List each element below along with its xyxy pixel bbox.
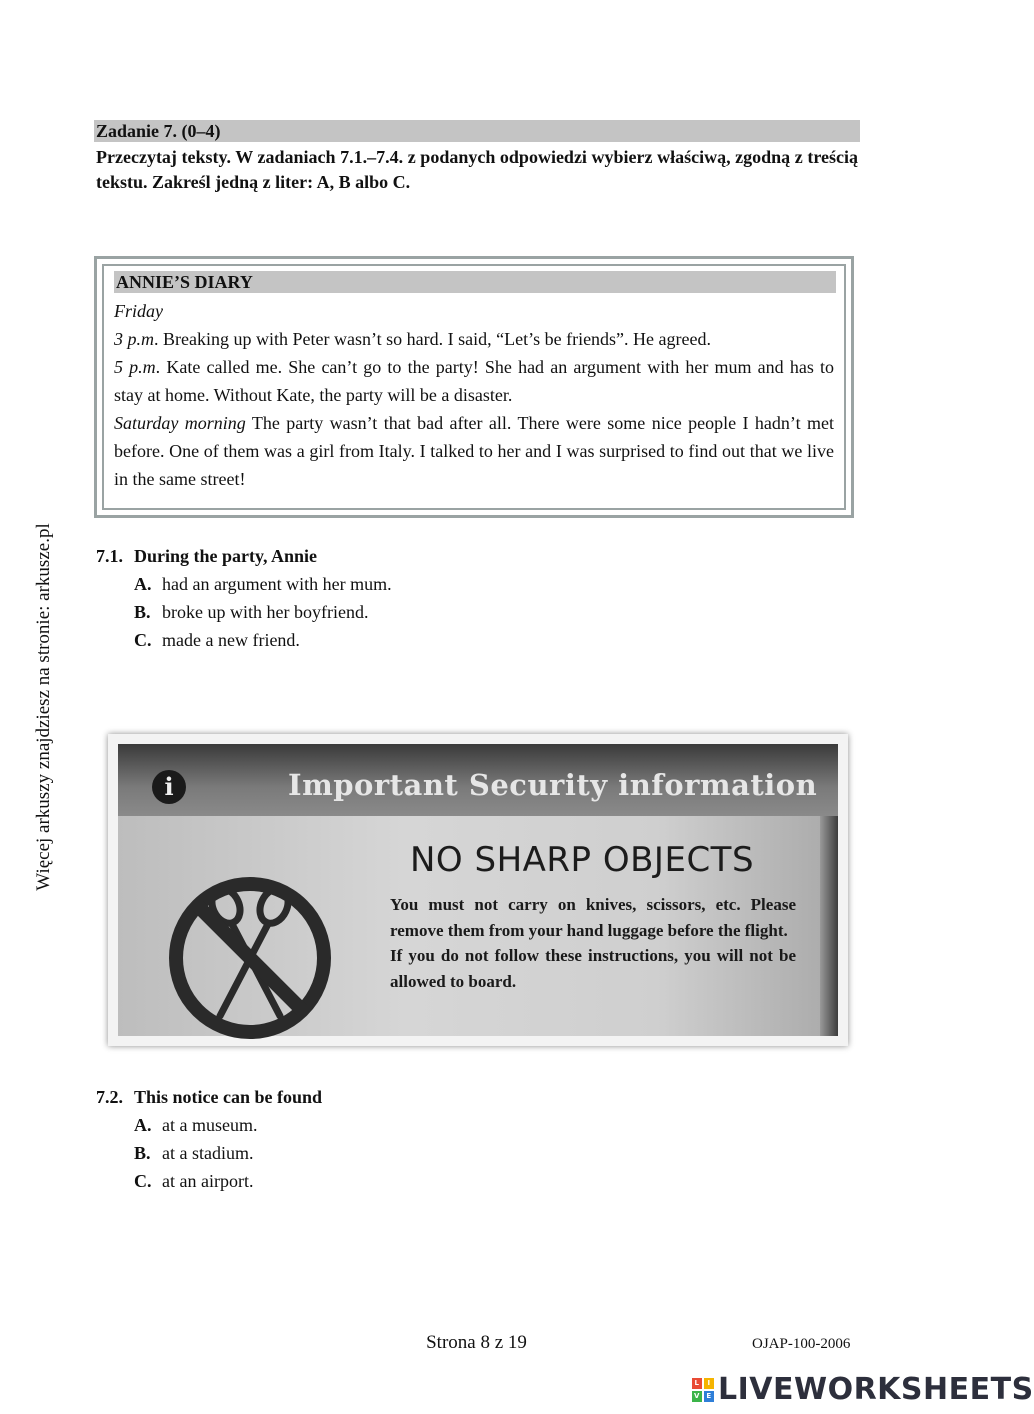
answer-option-b[interactable] bbox=[96, 1139, 856, 1167]
question-header bbox=[96, 542, 856, 570]
option-letter: B. bbox=[134, 1143, 151, 1163]
entry-3-time: Saturday morning bbox=[114, 413, 246, 433]
photo-content bbox=[118, 744, 838, 1036]
option-letter: B. bbox=[134, 602, 151, 622]
exam-code: OJAP-100-2006 bbox=[752, 1336, 851, 1352]
sign-body bbox=[118, 816, 838, 1036]
sign-header-text: Important Security information bbox=[288, 768, 818, 802]
sign-header-band bbox=[118, 744, 838, 816]
logo-square-blue: E bbox=[704, 1391, 714, 1402]
option-letter: C. bbox=[134, 630, 152, 650]
info-icon: i bbox=[152, 770, 186, 804]
option-letter: A. bbox=[134, 1115, 152, 1135]
option-text: at a museum. bbox=[162, 1115, 258, 1135]
task-title: Zadanie 7. (0–4) bbox=[94, 120, 860, 142]
security-sign-photo bbox=[108, 734, 848, 1046]
diary-day: Friday bbox=[114, 301, 163, 321]
sign-instructions bbox=[390, 892, 796, 994]
entry-3-text: The party wasn’t that bad after all. There were some nice people I hadn’t met before. One of them was a girl from Italy. I talked to her and I was surprised to find out that we live in the same street! bbox=[114, 413, 834, 489]
logo-text: LIVEWORKSHEETS bbox=[718, 1372, 1034, 1407]
answer-option-a[interactable] bbox=[96, 1111, 856, 1139]
sign-edge-shadow bbox=[820, 816, 838, 1036]
entry-2-text: . Kate called me. She can’t go to the party! She had an argument with her mum and has to stay at home. Without Kate, the party will be a disaster. bbox=[114, 357, 835, 405]
option-letter: A. bbox=[134, 574, 152, 594]
diary-entry-2 bbox=[114, 353, 834, 409]
diary-entry-3 bbox=[114, 409, 834, 493]
option-letter: C. bbox=[134, 1171, 152, 1191]
question-header bbox=[96, 1083, 856, 1111]
diary-title: ANNIE’S DIARY bbox=[114, 271, 836, 293]
answer-option-b[interactable] bbox=[96, 598, 856, 626]
question-7-1 bbox=[96, 542, 856, 654]
side-website-note: Więcej arkuszy znajdziesz na stronie: arkusze.pl bbox=[33, 523, 54, 891]
option-text: broke up with her boyfriend. bbox=[162, 602, 369, 622]
task-instructions: Przeczytaj teksty. W zadaniach 7.1.–7.4. z podanych odpowiedzi wybierz właściwą, zgodną z treścią tekstu. Zakreśl jedną z liter: A, B albo C. bbox=[96, 147, 858, 192]
entry-1-time: 3 p.m bbox=[114, 329, 154, 349]
logo-square-red: L bbox=[692, 1378, 702, 1389]
logo-square-green: V bbox=[692, 1391, 702, 1402]
option-text: made a new friend. bbox=[162, 630, 300, 650]
option-text: at a stadium. bbox=[162, 1143, 254, 1163]
logo-squares-icon bbox=[692, 1378, 714, 1402]
diary-text bbox=[114, 297, 834, 493]
no-scissors-icon bbox=[162, 866, 338, 1042]
question-text: During the party, Annie bbox=[134, 546, 318, 566]
question-number: 7.1. bbox=[96, 546, 123, 566]
question-text: This notice can be found bbox=[134, 1087, 323, 1107]
page-number: Strona 8 z 19 bbox=[426, 1332, 527, 1353]
answer-option-c[interactable] bbox=[96, 626, 856, 654]
sign-line-1: You must not carry on knives, scissors, etc. Please remove them from your hand luggage before the flight. bbox=[390, 895, 796, 940]
entry-2-time: 5 p.m bbox=[114, 357, 156, 377]
logo-square-yellow: I bbox=[704, 1378, 714, 1389]
option-text: at an airport. bbox=[162, 1171, 254, 1191]
liveworksheets-logo[interactable] bbox=[692, 1372, 1034, 1407]
option-text: had an argument with her mum. bbox=[162, 574, 392, 594]
entry-1-text: . Breaking up with Peter wasn’t so hard. I said, “Let’s be friends”. He agreed. bbox=[154, 329, 711, 349]
sign-line-2: If you do not follow these instructions, you will not be allowed to board. bbox=[390, 946, 796, 991]
question-7-2 bbox=[96, 1083, 856, 1195]
diary-entry-1 bbox=[114, 325, 834, 353]
answer-option-c[interactable] bbox=[96, 1167, 856, 1195]
answer-option-a[interactable] bbox=[96, 570, 856, 598]
sign-title: NO SHARP OBJECTS bbox=[410, 840, 755, 880]
question-number: 7.2. bbox=[96, 1087, 123, 1107]
